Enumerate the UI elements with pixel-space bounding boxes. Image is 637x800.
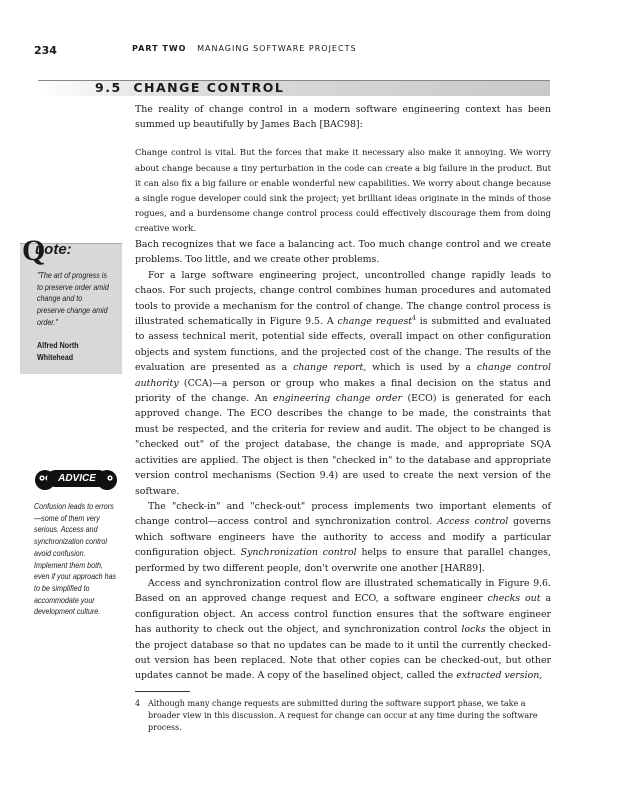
block-quote: Change control is vital. But the forces that make it necessary also make it annoying. We worry about change because a tiny perturbation in the code can create a big failure in the product. But it can also fix a big failure or enable wonderful new capabilities. We worry about change because a single rogue developer could sink the project; yet brilliant ideas originate in the minds of those rogues, and a burdensome change control process could effectively discourage them from doing creative work.: [135, 147, 551, 234]
intro-paragraph: The reality of change control in a modern software engineering context has been summed up beautifully by James Bach [BAC98]:: [135, 104, 551, 131]
footnote-number: 4: [135, 699, 141, 708]
paragraph-4: Access and synchronization control flow are illustrated schematically in Figure 9.6. Based on an approved change request and ECO, a software engineer checks out a configuration object. An access control function ensures that the software engineer has authority to check out the object, and synchronization control locks the object in the project database so that no updates can be made to it until the currently checked-out version has been replaced. Note that other copies can be checked-out, but other updates cannot be made. A copy of the baselined object, called the extracted version,: [135, 577, 551, 682]
advice-label: ADVICE: [47, 470, 107, 487]
quote-sidebar-label: uote:: [35, 241, 72, 258]
section-heading: [95, 80, 284, 95]
quote-sidebar-text: "The art of progress is to preserve order amid change and to preserve change amid order.": [37, 270, 109, 327]
page-number: 234: [34, 44, 57, 57]
part-heading: [132, 44, 357, 53]
footnote: [135, 698, 551, 734]
part-label: PART TWO: [132, 44, 187, 53]
quote-sidebar-author: Alfred North Whitehead: [37, 340, 79, 362]
main-text: [135, 237, 551, 684]
section-number: 9.5: [95, 80, 122, 95]
section-title: CHANGE CONTROL: [133, 80, 285, 95]
advice-badge: [34, 466, 120, 494]
footnote-text: Although many change requests are submitted during the software support phase, we take a broader view in this discussion. A request for change can occur at any time during the software process.: [148, 699, 538, 732]
paragraph-2: For a large software engineering project, uncontrolled change rapidly leads to chaos. For such projects, change control combines human procedures and automated tools to provide a mechanism for the control of change. The change control process is illustrated schematically in Figure 9.5. A change request$^4$ is submitted and evaluated to assess technical merit, potential side effects, overall impact on other configuration objects and system functions, and the projected cost of the change. The results of the evaluation are presented as a change report, which is used by a change control authority (CCA)—a person or group who makes a final decision on the status and priority of the change. An engineering change order (ECO) is generated for each approved change. The ECO describes the change to be made, the constraints that must be respected, and the criteria for review and audit. The object to be changed is "checked out" of the project database, the change is made, and appropriate SQA activities are applied. The object is then "checked in" to the database and appropriate version control mechanisms (Section 9.4) are used to create the next version of the software.: [135, 269, 551, 497]
part-title: MANAGING SOFTWARE PROJECTS: [197, 44, 357, 53]
paragraph-3: The "check-in" and "check-out" process implements two important elements of change control—access control and synchronization control. Access control governs which software engineers have the authority to access and modify a particular configuration object. Synchronization control helps to ensure that parallel changes, performed by two different people, don't overwrite one another [HAR89].: [135, 500, 551, 574]
running-header: [34, 44, 357, 57]
quote-letter-icon: Q: [22, 234, 46, 267]
footnote-divider: [135, 691, 190, 692]
paragraph-1: Bach recognizes that we face a balancing act. Too much change control and we create problems. Too little, and we create other problems.: [135, 239, 551, 266]
advice-sidebar-text: Confusion leads to errors—some of them very serious. Access and synchronization control avoid confusion. Implement them both, even if your approach has to be simplified to accommodate your development culture.: [34, 501, 117, 617]
